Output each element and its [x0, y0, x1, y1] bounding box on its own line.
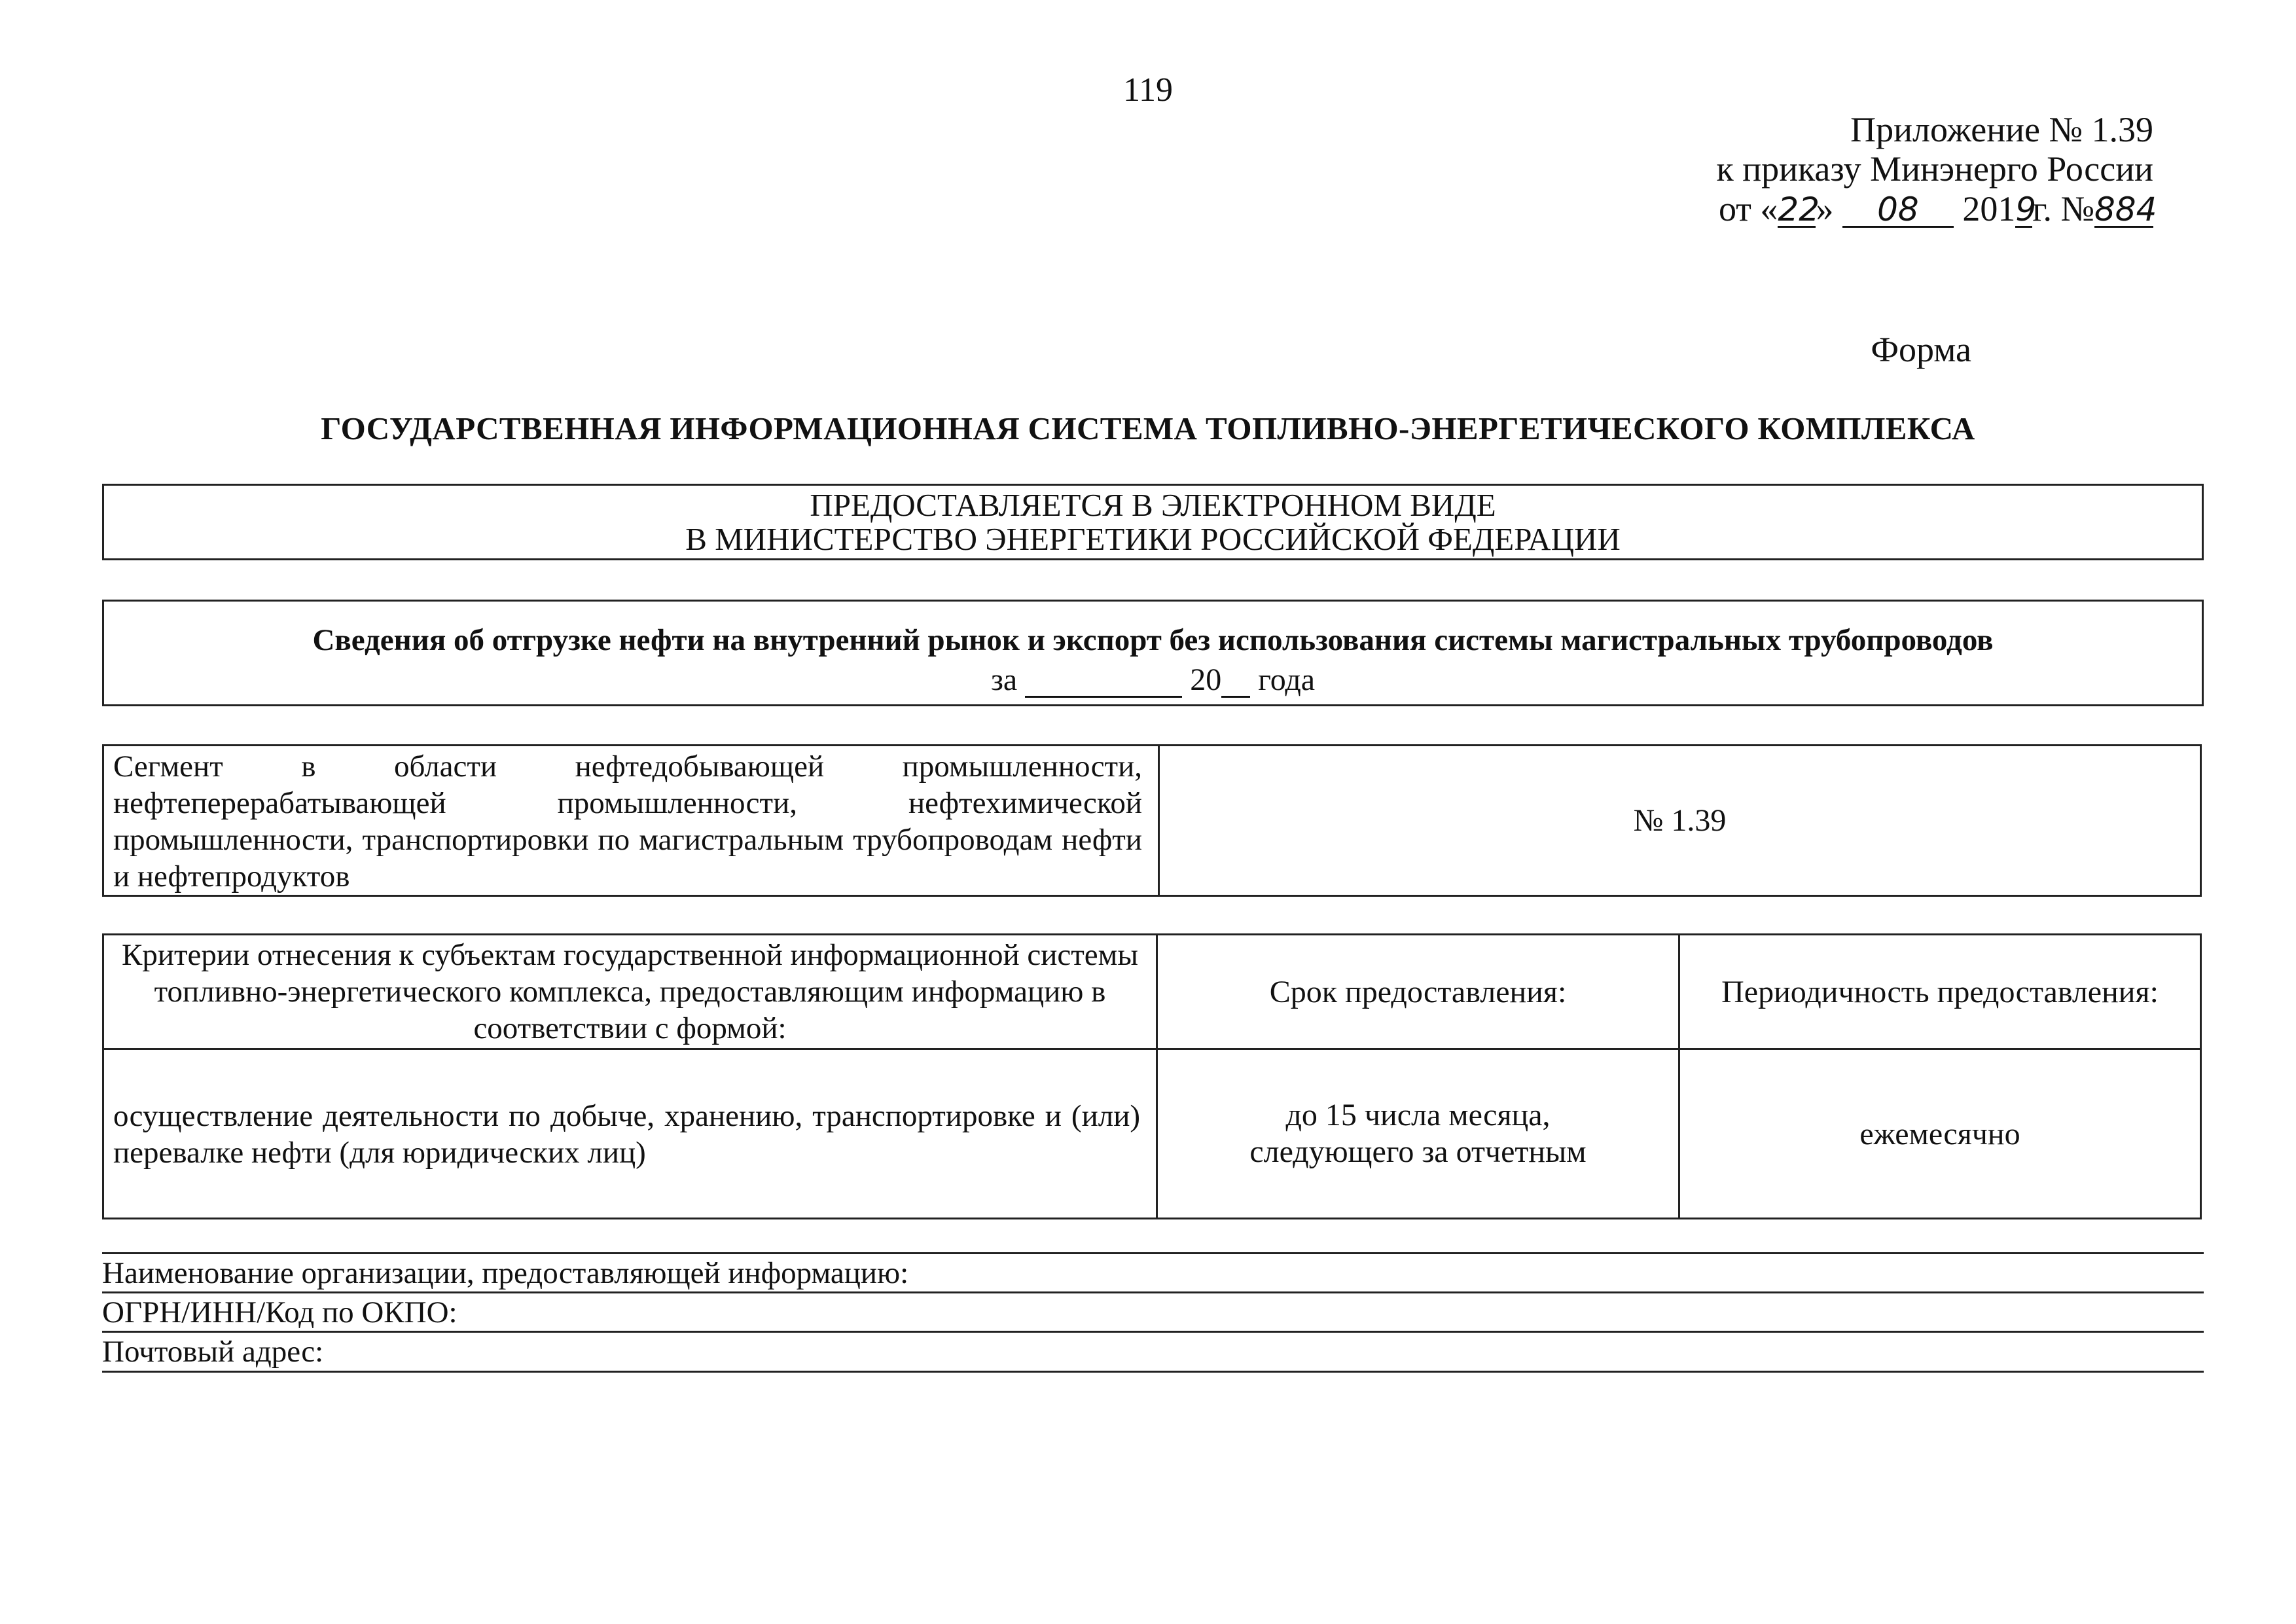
period-year-prefix: 20	[1190, 662, 1222, 697]
report-period	[104, 662, 2202, 698]
segment-row	[103, 746, 2201, 896]
report-title-box	[102, 600, 2204, 706]
deadline-cell	[1157, 1049, 1679, 1219]
period-prefix: за	[990, 662, 1018, 697]
appendix-line-2: к приказу Минэнерго России	[1716, 149, 2153, 189]
segment-table	[102, 744, 2202, 897]
submission-line-2: В МИНИСТЕРСТВО ЭНЕРГЕТИКИ РОССИЙСКОЙ ФЕДЕРАЦИИ	[685, 521, 1621, 557]
handwritten-order-number: 884	[2094, 190, 2157, 228]
segment-description: Сегмент в области нефтедобывающей промышленности, нефтеперерабатывающей промышленности, нефтехимической промышленности, транспортировки по магистральным трубопроводам нефти и нефтепродуктов	[103, 746, 1159, 896]
handwritten-day: 22	[1778, 190, 1820, 228]
appendix-block	[1716, 110, 2157, 228]
form-label: Форма	[1871, 330, 1971, 369]
date-prefix: от «	[1719, 189, 1778, 228]
submission-box	[102, 484, 2204, 560]
criteria-header: Критерии отнесения к субъектам государственной информационной системы топливно-энергетического комплекса, предоставляющим информацию в соответствии с формой:	[103, 935, 1157, 1049]
deadline-header: Срок предоставления:	[1157, 935, 1679, 1049]
main-title: ГОСУДАРСТВЕННАЯ ИНФОРМАЦИОННАЯ СИСТЕМА ТОПЛИВНО-ЭНЕРГЕТИЧЕСКОГО КОМПЛЕКСА	[321, 410, 1975, 446]
period-suffix: года	[1258, 662, 1316, 697]
form-number: № 1.39	[1159, 746, 2201, 896]
deadline-line-2: следующего за отчетным	[1249, 1134, 1587, 1169]
criteria-table	[102, 933, 2202, 1219]
period-month-blank	[1025, 664, 1182, 698]
order-number-label: г. №	[2032, 189, 2094, 228]
org-ids-field: ОГРН/ИНН/Код по ОКПО:	[102, 1291, 2204, 1331]
quote-close: »	[1816, 189, 1834, 228]
appendix-line-3	[1716, 189, 2157, 228]
criteria-cell: осуществление деятельности по добыче, хранению, транспортировке и (или) перевалке нефти (для юридических лиц)	[103, 1049, 1157, 1219]
criteria-header-row	[103, 935, 2201, 1049]
org-name-field: Наименование организации, предоставляющей информацию:	[102, 1252, 2204, 1292]
handwritten-month: 08	[1842, 193, 1954, 228]
criteria-data-row	[103, 1049, 2201, 1219]
report-title: Сведения об отгрузке нефти на внутренний рынок и экспорт без использования системы магистральных трубопроводов	[312, 623, 1994, 657]
org-address-field: Почтовый адрес:	[102, 1331, 2204, 1373]
deadline-line-1: до 15 числа месяца,	[1285, 1098, 1551, 1132]
year-prefix: 201	[1962, 189, 2016, 228]
page-number: 119	[1122, 71, 1174, 109]
frequency-header: Периодичность предоставления:	[1679, 935, 2201, 1049]
period-year-blank	[1221, 664, 1250, 698]
frequency-cell: ежемесячно	[1679, 1049, 2201, 1219]
appendix-line-1: Приложение № 1.39	[1850, 110, 2153, 149]
submission-line-1: ПРЕДОСТАВЛЯЕТСЯ В ЭЛЕКТРОННОМ ВИДЕ	[810, 487, 1496, 523]
handwritten-year-digit: 9	[2015, 190, 2037, 228]
